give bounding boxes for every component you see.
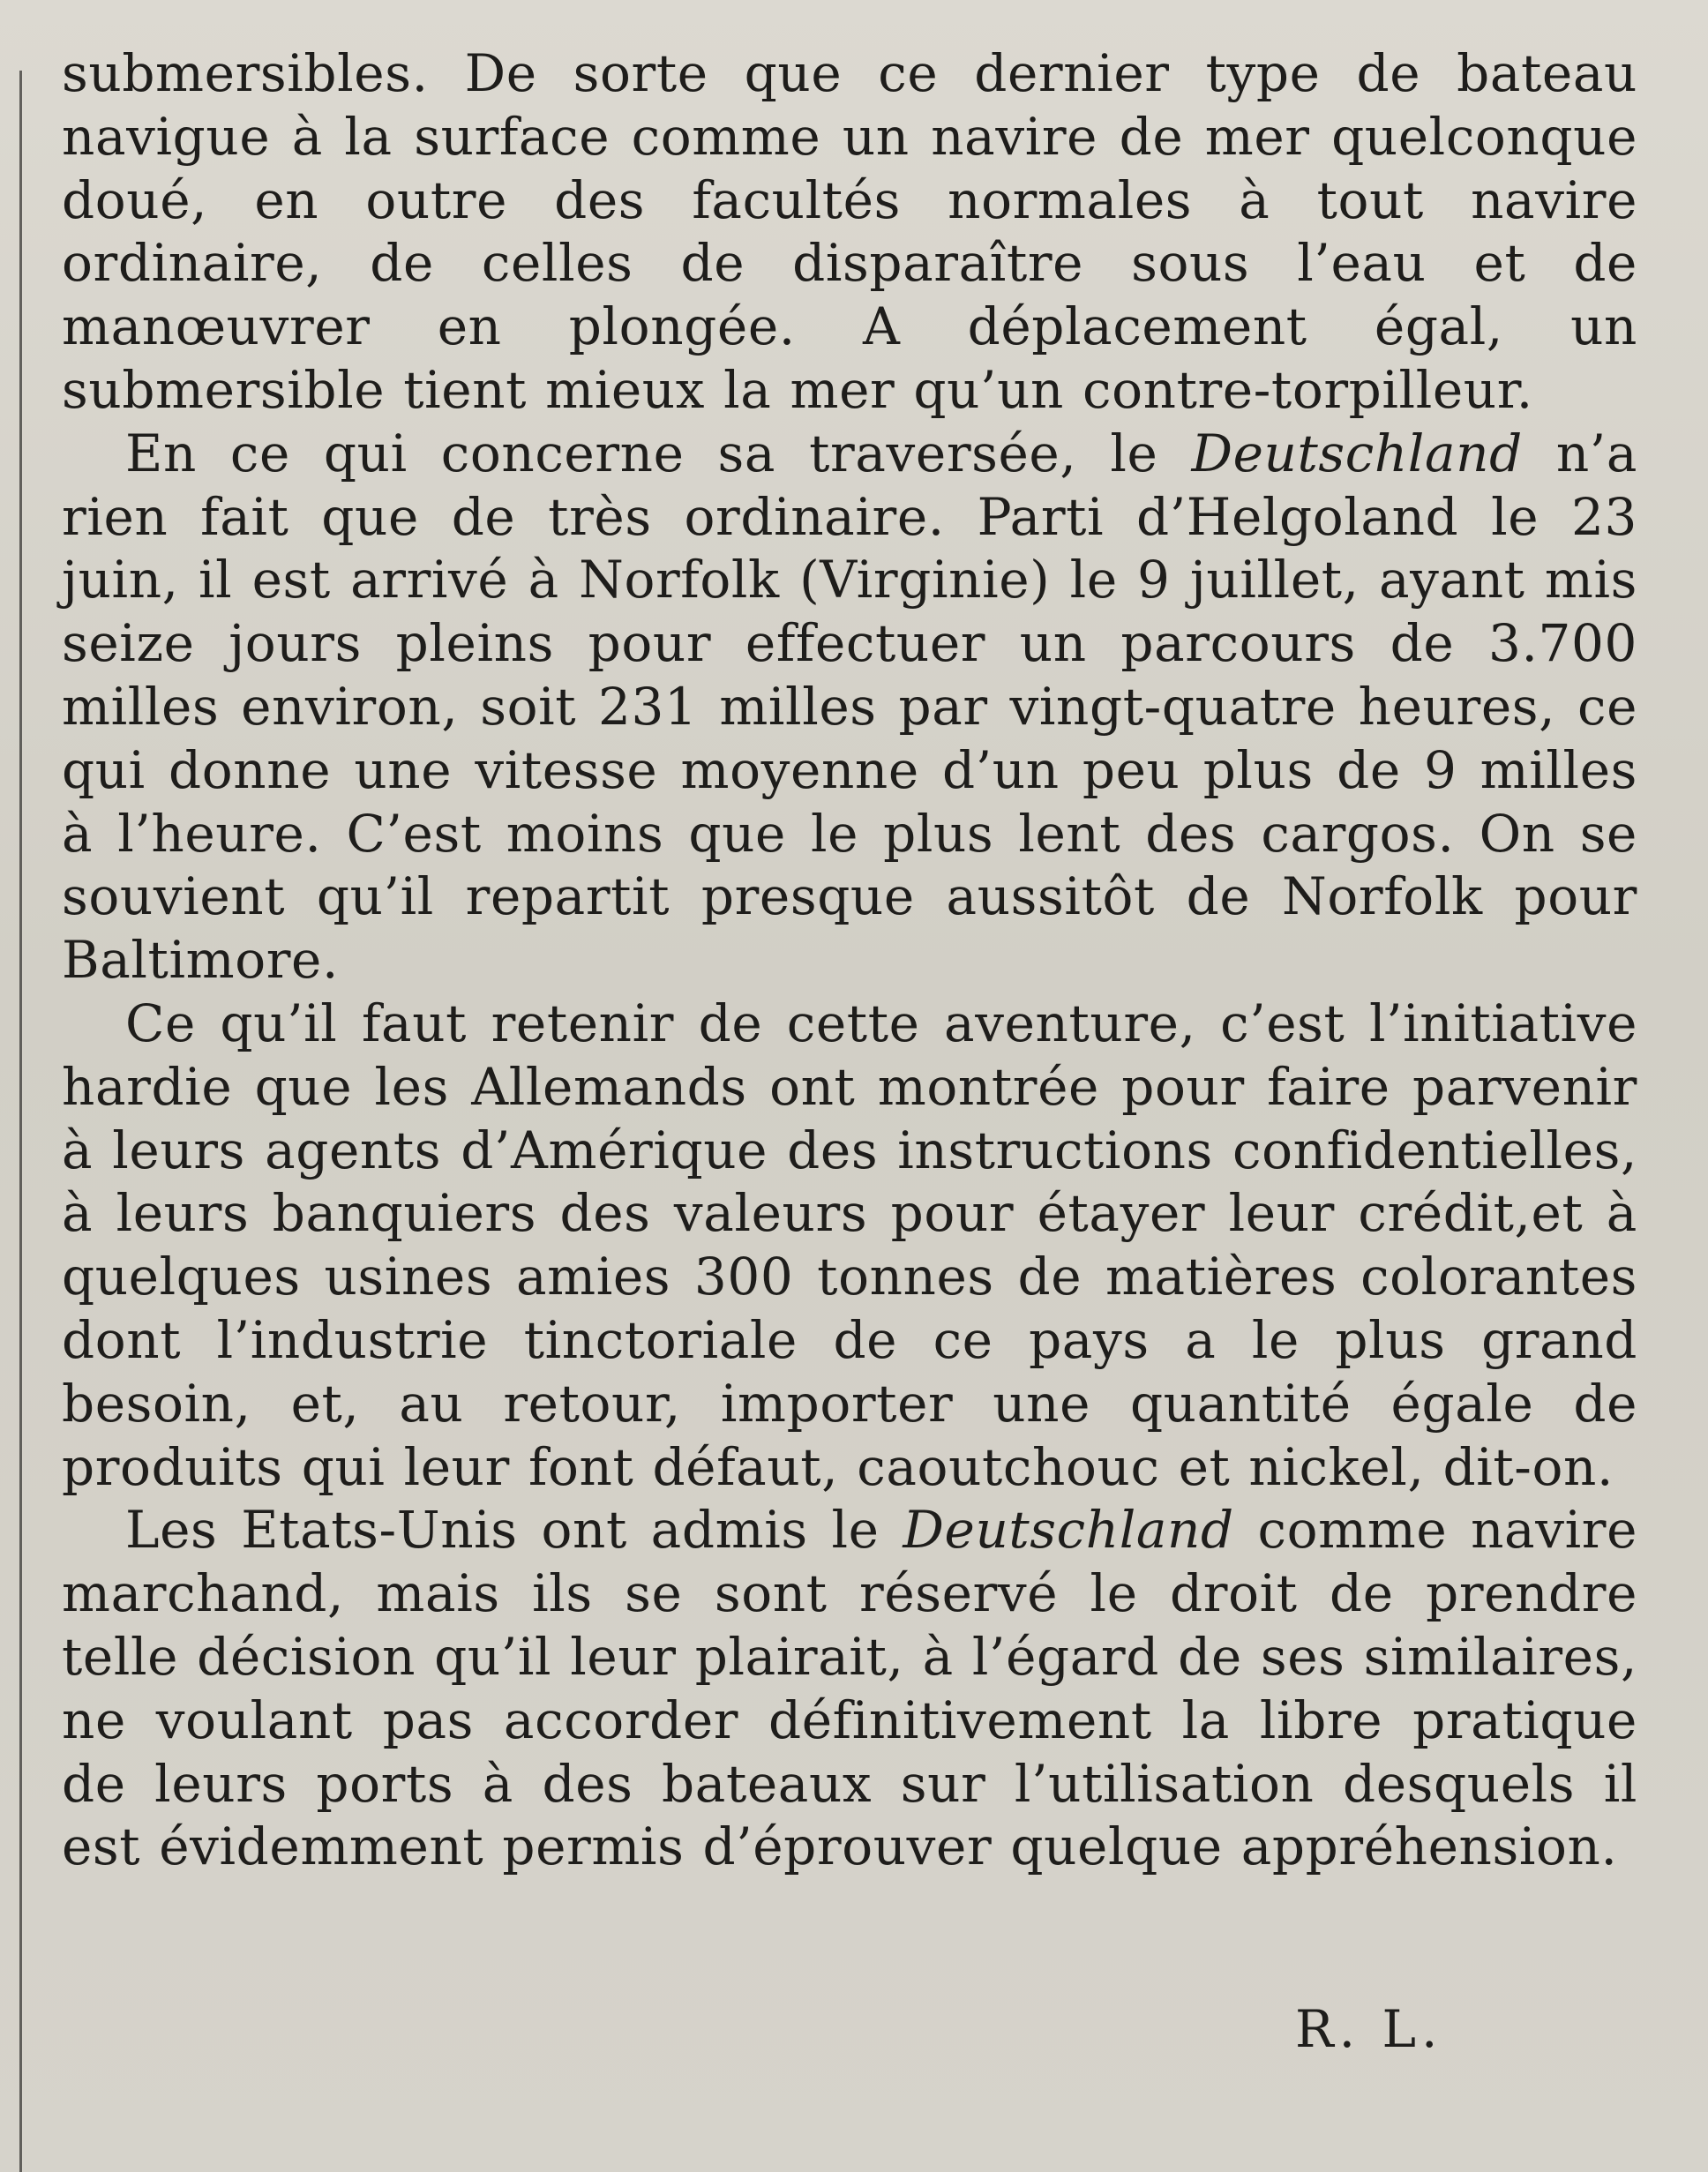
paragraph-2 xyxy=(62,423,1637,992)
paragraph-4-text-b: comme navire marchand, mais ils se sont réservé le droit de prendre telle décision qu’il leur plairait, à l’égard de ses similaires, ne voulant pas accorder définitivement la libre pratique de leurs ports à des bateaux sur l’utilisation desquels il est évidemment permis d’éprouver quelque appréhension. xyxy=(62,1500,1637,1877)
ship-name-italic: Deutschland xyxy=(1191,423,1523,483)
paragraph-2-text-a: En ce qui concerne sa traversée, le xyxy=(125,423,1192,483)
paragraph-3-text: Ce qu’il faut retenir de cette aventure, c’est l’initiative hardie que les Allemands ont montrée pour faire parvenir à leurs agents d’Amérique des instructions confidentielles, à leurs banquiers des valeurs pour étayer leur crédit,et à quelques usines amies 300 tonnes de matières colorantes dont l’industrie tinctoriale de ce pays a le plus grand besoin, et, au retour, importer une quantité égale de produits qui leur font défaut, caoutchouc et nickel, dit-on. xyxy=(62,992,1637,1497)
margin-rule xyxy=(19,71,22,2172)
paragraph-2-text-b: n’a rien fait que de très ordinaire. Parti d’Helgoland le 23 juin, il est arrivé à Norfolk (Virginie) le 9 juillet, ayant mis seize jours pleins pour effectuer un parcours de 3.700 milles environ, soit 231 milles par vingt-quatre heures, ce qui donne une vitesse moyenne d’un peu plus de 9 milles à l’heure. C’est moins que le plus lent des cargos. On se souvient qu’il repartit presque aussitôt de Norfolk pour Baltimore. xyxy=(62,423,1637,991)
paragraph-3 xyxy=(62,992,1637,1499)
paragraph-1 xyxy=(62,42,1637,423)
paragraph-4 xyxy=(62,1499,1637,1879)
paragraph-1-text: submersibles. De sorte que ce dernier type de bateau navigue à la surface comme un navire de mer quelconque doué, en outre des facultés normales à tout navire ordinaire, de celles de disparaître sous l’eau et de manœuvrer en plongée. A déplacement égal, un submersible tient mieux la mer qu’un contre-torpilleur. xyxy=(62,43,1637,420)
ship-name-italic: Deutschland xyxy=(903,1500,1234,1561)
article-body xyxy=(62,42,1637,1879)
author-signature: R. L. xyxy=(1295,1999,1443,2059)
paragraph-4-text-a: Les Etats-Unis ont admis le xyxy=(125,1500,903,1561)
